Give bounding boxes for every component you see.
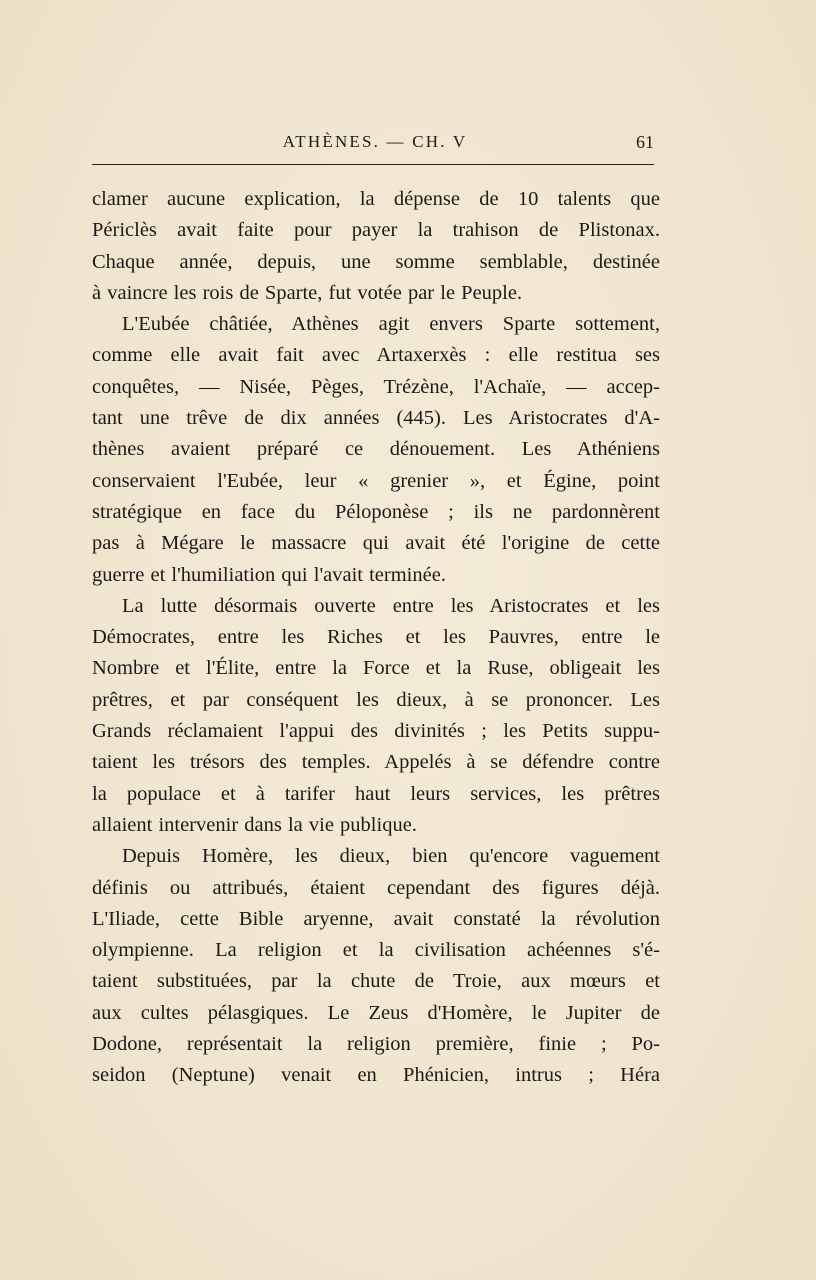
running-title: ATHÈNES. — CH. V <box>282 132 468 151</box>
text-line: conquêtes, — Nisée, Pèges, Trézène, l'Achaïe, — accep- <box>92 375 660 398</box>
running-head <box>92 130 658 156</box>
page-number: 61 <box>636 132 654 152</box>
header-rule <box>92 164 654 165</box>
text-line: clamer aucune explication, la dépense de 10 talents que <box>92 188 660 210</box>
text-line: Nombre et l'Élite, entre la Force et la Ruse, obligeait les <box>92 657 660 680</box>
text-line: La lutte désormais ouverte entre les Aristocrates et les <box>122 594 660 617</box>
text-line: comme elle avait fait avec Artaxerxès : elle restitua ses <box>92 344 660 367</box>
text-line: tant une trêve de dix années (445). Les Aristocrates d'A- <box>92 407 660 430</box>
text-line: à vaincre les rois de Sparte, fut votée par le Peuple. <box>92 281 523 304</box>
text-line: Dodone, représentait la religion première, finie ; Po- <box>92 1033 660 1056</box>
text-line: L'Iliade, cette Bible aryenne, avait constaté la révolution <box>92 907 660 930</box>
text-line: Grands réclamaient l'appui des divinités ; les Petits suppu- <box>92 720 660 743</box>
text-line: conservaient l'Eubée, leur « grenier », et Égine, point <box>92 469 660 492</box>
text-line: définis ou attribués, étaient cependant des figures déjà. <box>92 876 660 899</box>
text-line: stratégique en face du Péloponèse ; ils ne pardonnèrent <box>92 500 660 523</box>
text-line: pas à Mégare le massacre qui avait été l'origine de cette <box>92 532 660 555</box>
text-line: Chaque année, depuis, une somme semblable, destinée <box>92 250 660 273</box>
body-text <box>92 184 660 1092</box>
text-line: taient les trésors des temples. Appelés à se défendre contre <box>92 751 660 774</box>
text-line: thènes avaient préparé ce dénouement. Les Athéniens <box>92 438 660 461</box>
text-line: la populace et à tarifer haut leurs services, les prêtres <box>92 782 660 805</box>
text-line: guerre et l'humiliation qui l'avait terminée. <box>92 563 446 586</box>
text-line: aux cultes pélasgiques. Le Zeus d'Homère, le Jupiter de <box>92 1001 660 1024</box>
text-line: Périclès avait faite pour payer la trahison de Plistonax. <box>92 219 660 242</box>
text-line: Depuis Homère, les dieux, bien qu'encore vaguement <box>122 845 660 868</box>
text-line: prêtres, et par conséquent les dieux, à se prononcer. Les <box>92 688 660 711</box>
text-line: L'Eubée châtiée, Athènes agit envers Sparte sottement, <box>122 313 660 336</box>
text-line: olympienne. La religion et la civilisation achéennes s'é- <box>92 939 660 962</box>
text-line: Démocrates, entre les Riches et les Pauvres, entre le <box>92 626 660 649</box>
text-line: seidon (Neptune) venait en Phénicien, intrus ; Héra <box>92 1064 660 1087</box>
text-line: allaient intervenir dans la vie publique. <box>92 813 417 836</box>
text-line: taient substituées, par la chute de Troie, aux mœurs et <box>92 970 660 993</box>
